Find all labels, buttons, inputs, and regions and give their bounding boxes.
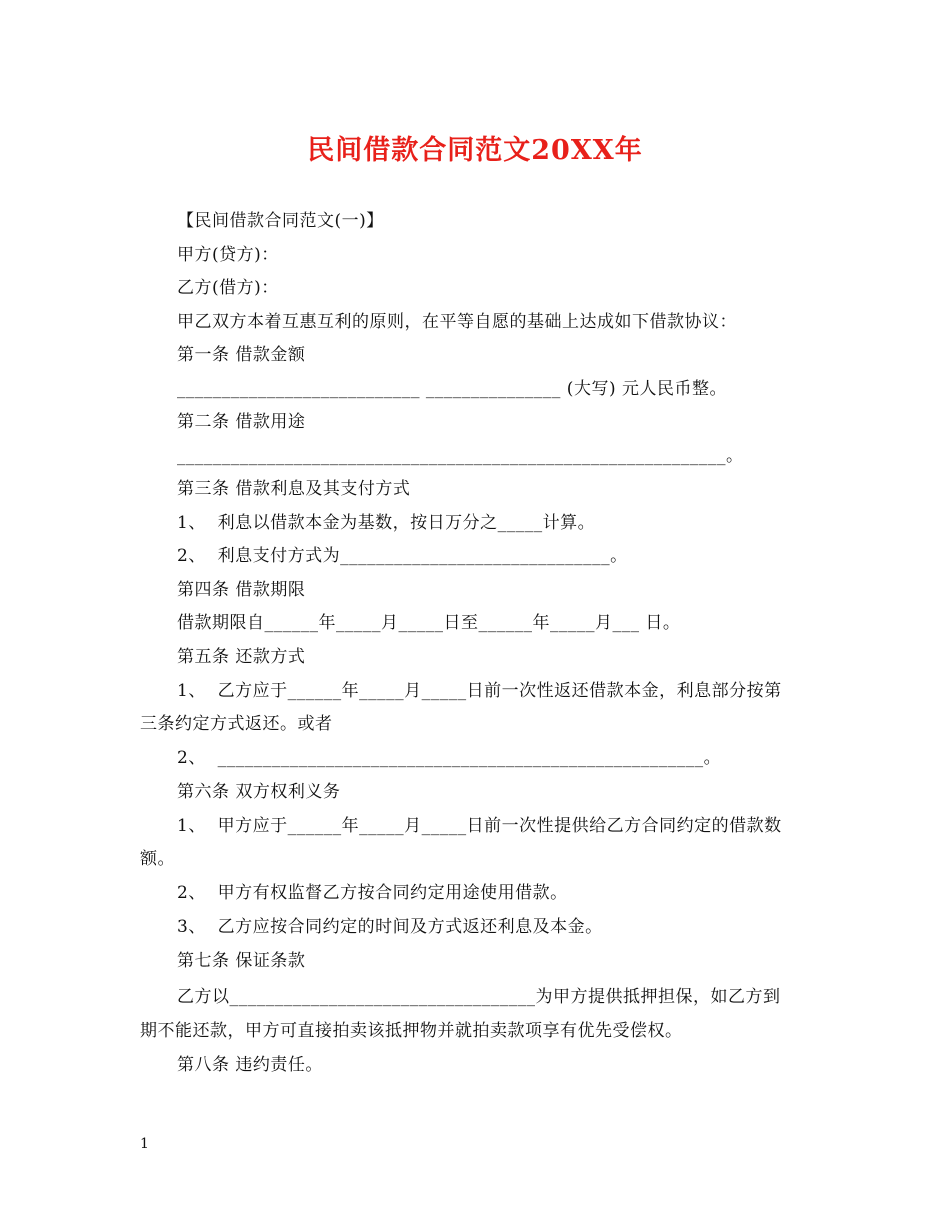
text-line: 第一条 借款金额 bbox=[177, 345, 306, 365]
text-line: 第八条 违约责任。 bbox=[177, 1055, 323, 1075]
text-line: 借款期限自______年_____月_____日至______年_____月___ 日。 bbox=[177, 613, 681, 633]
text-line: 乙方以__________________________________为甲方提供抵押担保，如乙方到 bbox=[177, 987, 781, 1007]
text-line: 甲乙双方本着互惠互利的原则，在平等自愿的基础上达成如下借款协议： bbox=[177, 312, 737, 332]
text-line: ___________________________ _______________ (大写) 元人民币整。 bbox=[177, 379, 727, 399]
text-line: 第四条 借款期限 bbox=[177, 580, 306, 600]
text-line: 第七条 保证条款 bbox=[177, 951, 306, 971]
text-line: 2、 ______________________________________________________。 bbox=[177, 748, 722, 768]
text-line: 乙方(借方)： bbox=[177, 278, 279, 298]
text-line: 2、 利息支付方式为______________________________。 bbox=[177, 546, 628, 566]
page-title: 民间借款合同范文20XX年 bbox=[307, 135, 643, 166]
text-line: 第六条 双方权利义务 bbox=[177, 782, 341, 802]
text-line: 第二条 借款用途 bbox=[177, 412, 306, 432]
text-line: 【民间借款合同范文(一)】 bbox=[177, 211, 384, 231]
text-line: 三条约定方式返还。或者 bbox=[140, 714, 333, 734]
text-line: 甲方(贷方)： bbox=[177, 245, 279, 265]
text-line: 额。 bbox=[140, 849, 175, 869]
text-line: _____________________________________________________________。 bbox=[177, 446, 744, 466]
text-line: 1、 利息以借款本金为基数，按日万分之_____计算。 bbox=[177, 513, 596, 533]
text-line: 1、 乙方应于______年_____月_____日前一次性返还借款本金，利息部分按第 bbox=[177, 681, 782, 701]
text-line: 第三条 借款利息及其支付方式 bbox=[177, 479, 411, 499]
text-line: 3、 乙方应按合同约定的时间及方式返还利息及本金。 bbox=[177, 917, 603, 937]
text-line: 1、 甲方应于______年_____月_____日前一次性提供给乙方合同约定的借款数 bbox=[177, 816, 782, 836]
text-line: 期不能还款，甲方可直接拍卖该抵押物并就拍卖款项享有优先受偿权。 bbox=[140, 1021, 683, 1041]
text-line: 2、 甲方有权监督乙方按合同约定用途使用借款。 bbox=[177, 883, 568, 903]
page-number: 1 bbox=[140, 1136, 149, 1152]
text-line: 第五条 还款方式 bbox=[177, 647, 306, 667]
